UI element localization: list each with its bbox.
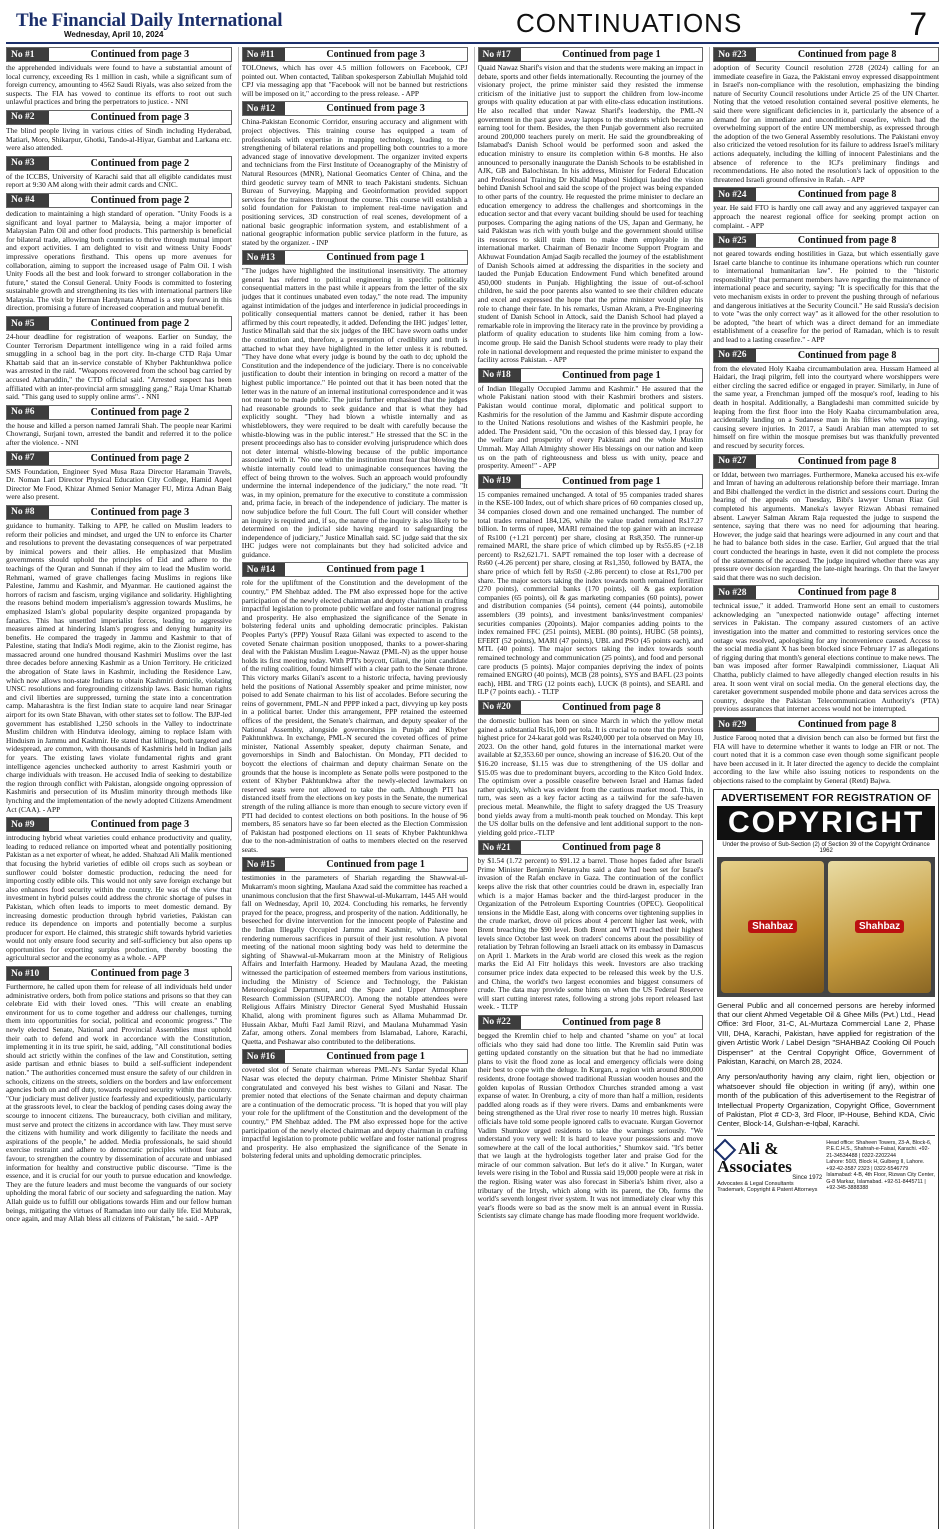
article-number: No #22 xyxy=(479,1016,521,1029)
page-number: 7 xyxy=(909,6,927,42)
firm-since: Since 1972 xyxy=(792,1174,823,1181)
article-header xyxy=(6,505,232,520)
copyright-advertisement xyxy=(713,789,939,1529)
article-header xyxy=(478,47,704,62)
article-body: China-Pakistan Economic Corridor, ensuring accuracy and alignment with project objectives. This training course has equipped a team of professionals with expertise in mapping technology, leading to the strengthening of bilateral relations and propelling both countries to a more advanced stage of innovative development. The organizer invited experts and technicians from the First Institute of Oceanography of the Ministry of Natural Resources (MNR), National Geomatics Center of China, and the third geodetic survey team of MNR to teach Pakistani students. Sichuan Bureau of Surveying, Mapping and Geoinformation provided support services for the trainees throughout the course. This course will establish a solid foundation for Pakistan to implement real-time navigation and positioning services, 3D construction of real scenes, development of a national basic geographic information system, and establishment of a national geographic information public service platform in the future, as stated by the organizer. - INP xyxy=(241,118,468,247)
article-body: of Indian Illegally Occupied Jammu and Kashmir." He assured that the whole Pakistani nation stood with their Kashmiri brothers and sisters. Pakistan would continue moral, diplomatic and political support to Kashmiris for the resolution of the Jammu and Kashmir dispute according to the United Nations resolutions and wishes of the Kashmiri people, he added. The President said, "On the occasion of this blessed day, I pray for the welfare and prosperity of every Pakistani and the whole Muslim Ummah. May Allah Almighty shower His blessings on our nation and keep us on the path of righteousness and bless us with unity, peace and prosperity. Ameen!" - APP xyxy=(477,384,704,471)
article-header xyxy=(242,1049,468,1064)
article-body: the apprehended individuals were found to have a substantial amount of local currency, exceeding Rs 1 million in cash, while a significant sum of foreign currency, amounting to 4562 Saudi Riyals, was also seized from the suspects. The FIA has vowed to continue its efforts to root out such unlawful practices and bring the perpetrators to justice. - NNI xyxy=(6,64,232,107)
article-body: 24-hour deadline for registration of weapons. Earlier on Sunday, the Counter Terrorism Department intelligence wing in a raid foiled arms smuggling in a school bag in the port city. In-charge CTD Raja Umar Khattab said that an in-service constable of Khyber Pakhtunkhwa police was arrested in the raid. "Weapons recovered from the school bag carried by accused Azharuddin," the CTD official said. "Arrested suspect has been affiliated with an inter-provincial arm smuggling gang," Raja Umar Khattab said. "This gang used to supply online arms". - NNI xyxy=(6,333,232,402)
paper-name: The Financial Daily International xyxy=(16,10,283,31)
article-10 xyxy=(6,966,232,1224)
continued-label: Continued from page 3 xyxy=(90,111,190,123)
continued-label: Continued from page 8 xyxy=(797,587,897,599)
continued-label: Continued from page 8 xyxy=(797,349,897,361)
column-4 xyxy=(709,47,939,1529)
article-body: the domestic bullion has been on since March in which the yellow metal gained a substantial Rs16,100 per tola. It is crucial to note that the previous highest price for 24-karat gold was Rs240,000 per tola observed on May 10, 2023. On the other hand, gold futures in the international market were available at $2,353.60 per ounce, showing an increase of $16.20. Out of the $16.20 increase, $1.15 was due to strengthening of the US dollar and $15.05 was due to predominant buyers, according to the Kitco Gold Index. The optimism over a possible ceasefire between Israel and Hamas faded rather quickly, which was evident from the cautious market mood. This, in turn, was seen as a key factor acting as a tailwind for the safe-haven precious metal. Meanwhile, the flight to safety dragged the US Treasury bond yields away from a multi-month peak touched on Monday. This kept the US dollar bulls on the defensive and lent additional support to the non-yielding gold price.-TLTP xyxy=(477,716,704,837)
article-12 xyxy=(242,101,468,247)
continued-label: Continued from page 2 xyxy=(90,194,190,206)
article-header xyxy=(6,966,232,981)
article-header xyxy=(478,1015,704,1030)
continued-label: Continued from page 2 xyxy=(90,406,190,418)
continued-label: Continued from page 8 xyxy=(562,1016,661,1028)
pouch-brand: Shahbaz xyxy=(855,920,904,933)
pouch-label-image xyxy=(828,861,931,993)
continued-label: Continued from page 8 xyxy=(797,49,897,60)
article-body: Furthermore, he called upon them for release of all individuals held under administrative orders, both from police stations and prisons so that they can celebrate Eid with their loved ones. "This will create an enabling environment for us to come together and address our challenges, turning them into opportunities for social, political and economic progress." The newly elected Senate, National and Provincial Assemblies must uphold their oath to defend and work in accordance with the Constitution, implementing it in its true spirit, he said, adding, "All constitutional bodies should act strictly within the confines of the law and Constitution, setting aside partisan and ethnic biases to build a self-sufficient independent nation." The authorities concerned must ensure the safety of our children in schools, citizens on the streets, soldiers on the borders and law enforcement agencies both on and off duty, towards required security within the country. "Our judiciary must deliver justice fearlessly and expeditiously, particularly at the grassroots level, to clear the backlog of pending cases doing away the scourge to innocent citizens. The bureaucracy, both civilian and military, must serve and protect the citizens in accordance with law. They must serve the citizens with humility and work diligently to facilitate the needs and aspirations of the people," he added. Media professionals, he said should exercise restraint and adhere to democratic principles without fear and favour, to strengthen the country by dissemination of accurate and unbiased information for healthy and constructive public discourse. "Time is the essence, and it is crucial for our youth to pursue education and knowledge. They are the future leaders and must become the vanguards of our society upholding the moral fabric of our society and safeguarding the nation. May Allah guide us to fulfill our obligations towards Him and our fellow human beings, mitigating the virtues of Ramadan into our daily life. Eid Mubarak, once again, and may Allah bless all citizens of Pakistan," he said. - APP xyxy=(6,983,232,1224)
article-number: No #12 xyxy=(243,102,285,115)
article-20 xyxy=(478,700,704,837)
article-header xyxy=(242,47,468,62)
article-header xyxy=(713,233,939,248)
continued-label: Continued from page 3 xyxy=(90,968,190,980)
article-number: No #8 xyxy=(7,506,49,519)
article-body: begged the Kremlin chief to help and chanted "shame on you" at local officials who they said had done too little. The Kremlin said Putin was getting updated constantly on the situation but that he had no immediate plans to visit the flood zone as local and emergency officials were doing their best to cope with the deluge. In Kurgan, a region with around 800,000 residents, drone footage showed traditional Russian wooden houses and the golden kupolas of Russian Orthodox Churches stranded among a vast expanse of water. In Orenburg, a city of more than half a million, residents paddled along roads as if they were rivers. Dams and embankments were being strengthened as the Ural river rose to nearly 10 metres high. Russian officials have told some people ignored calls to evacuate. Kurgan Governor Vadim Shumkov urged residents to take the warnings seriously. "We understand you very well: It is hard to leave your possessions and move somewhere at the call of the local authorities," Shumkov said. "It's better that we laugh at the hydrologists together later and praise God for the miracle of our common salvation. But let's do it alive." In Kurgan, water levels were rising in the Tobol and Russia said 19,000 people were at risk in the region. Rising water was also forecast in Siberia's Ishim river, also a tributary of the Irtysh, which along with its parent, the Ob, forms the world's seventh longest river system. It was not immediately clear why this year's floods were so bad as the snow melt is an annual event in Russia. Scientists say climate change has made flooding more frequent worldwide. xyxy=(477,1031,704,1221)
article-header xyxy=(713,585,939,600)
firm-offices xyxy=(826,1140,935,1194)
article-number: No #15 xyxy=(243,858,285,871)
article-number: No #7 xyxy=(7,452,49,465)
article-2 xyxy=(6,110,232,153)
article-header xyxy=(242,250,468,265)
article-body: adoption of Security Council resolution 2728 (2024) calling for an immediate ceasefire in Gaza, the Pakistani envoy expressed disappointment in Israel's non-compliance with the resolution, emphasizing the binding nature of Security Council resolutions under Article 25 of the UN Charter. Noting that the vetoed resolution contained several positive elements, he said there were significant deficiencies in it, particularly the absence of a demand for an immediate and unconditional ceasefire, which had the overwhelming support of the entire UN membership, as expressed through the adoption of the two General Assembly resolutions. The Pakistani envoy also criticized the vetoed resolution for its failure to address Israel's military actions adequately, including the killing of innocent Palestinians and the absence of reference to the ICJ's preliminary findings and recommendations. He also noted the resolution's lack of opposition to the threatened Israeli ground offensive in Rafah. - APP xyxy=(713,64,939,184)
continued-label: Continued from page 8 xyxy=(797,235,897,247)
article-number: No #10 xyxy=(7,967,49,980)
continued-label: Continued from page 3 xyxy=(326,49,425,60)
continued-label: Continued from page 8 xyxy=(562,842,661,854)
article-body: Justice Farooq noted that a division bench can also be formed but first the FIA will have to determine whether it wants to lodge an FIR or not. The court noted that it is a common case even though some significant people have been accused in it. It later directed the agency to decide the complaint according to the law while also issuing notices to respondents on the objections raised to the complaint by General (Retd) Bajwa. xyxy=(713,734,939,785)
article-header xyxy=(6,405,232,420)
article-body: of the ICCBS, University of Karachi said that all eligible candidates must report at 9:30 AM along with their admit cards and CNIC. xyxy=(6,172,232,190)
article-19 xyxy=(478,474,704,697)
article-body: The blind people living in various cities of Sindh including Hyderabad, Matiari, Moro, Shikarpur, Ghotki, Tando-al-Hiyar, Gambat and Larkana etc. were also attended. xyxy=(6,126,232,153)
office-karachi: Head office: Shaheen Towers, 23-A, Block-6, P.E.C.H.S., Shahrah-e-Faisal, Karachi. +92-21-34534488 | 0322-2202244 xyxy=(826,1139,932,1159)
continued-label: Continued from page 8 xyxy=(797,719,897,730)
article-5 xyxy=(6,316,232,402)
article-number: No #4 xyxy=(7,194,49,207)
article-number: No #18 xyxy=(479,369,521,382)
ad-subtitle: Under the proviso of Sub-Section (2) of Section 39 of the Copyright Ordinance 1962 xyxy=(722,841,930,854)
article-body: by $1.54 (1.72 percent) to $91.12 a barrel. Those hopes faded after Israeli Prime Minister Benjamin Netanyahu said a date had been set for Israel's invasion of the Rafah enclave in Gaza. The continuation of the conflict keeps alive the risk that other countries could be drawn in, especially Iran which is a major Hamas backer and the third-largest producer in the Organization of the Petroleum Exporting Countries (OPEC). Geopolitical tensions in the Middle East, along with concerns over tightening supplies in the crude market, drove oil prices about 4 percent higher last week, with Brent breaching the $90 level. Both Brent and WTI reached their highest levels since October last week on traders' concerns about the possibility of retaliation by Tehran following an Israeli attack on its embassy in Damascus on April 1. Markets in the Arab world are closed this week as the region marks the Eid Al Fitr holidays this week. Investors are also tracking consumer price index data expected to be released this week by the U.S. and China, the world's two largest economies and biggest consumers of crude. The data may provide some hints on when the US Federal Reserve will start cutting interest rates, following a strong jobs report released last week. - TLTP xyxy=(477,857,704,1012)
firm-tagline: Advocates & Legal Consultants Trademark, Copyright & Patent Attorneys xyxy=(717,1180,818,1194)
article-number: No #3 xyxy=(7,157,49,170)
article-header xyxy=(713,454,939,469)
article-header xyxy=(478,700,704,715)
article-26 xyxy=(713,348,939,451)
article-25 xyxy=(713,233,939,345)
article-13 xyxy=(242,250,468,559)
article-1 xyxy=(6,47,232,107)
columns xyxy=(6,47,939,1529)
article-number: No #17 xyxy=(479,48,521,61)
article-number: No #27 xyxy=(714,455,756,468)
continued-label: Continued from page 1 xyxy=(562,369,661,381)
article-header xyxy=(713,187,939,202)
continued-label: Continued from page 8 xyxy=(797,455,897,467)
article-22 xyxy=(478,1015,704,1221)
continued-label: Continued from page 2 xyxy=(90,157,190,169)
article-number: No #28 xyxy=(714,586,756,599)
continued-label: Continued from page 1 xyxy=(326,859,425,871)
article-body: dedication to maintaining a high standard of operation. "Unity Foods is a significant and loyal partner to Malaysia, being a major importer of Malaysian Palm Oil and other food products. This partnership is beneficial for bilateral trade, allowing both countries to thrive through mutual import and export activities. I am delighted to visit and witness Unity Foods' impressive operations firsthand. This opens up more avenues for collaboration, aiming to support the increased usage of Palm Oil. I wish Unity Foods all the best and look forward to stronger collaboration in the future," stated the Consul General. Unity Foods is committed to fostering sustainable growth and strengthening its ties with international partners like Malaysia. The visit by Herman Hardynata Ahmad is a step forward in this direction, promising a future of increased cooperation and mutual benefit. xyxy=(6,209,232,313)
article-9 xyxy=(6,817,232,963)
article-23 xyxy=(713,47,939,184)
article-28 xyxy=(713,585,939,714)
article-body: TOLOnews, which has over 4.5 million followers on Facebook, CPJ pointed out. When contacted, Taliban spokesperson Zabiullah Mujahid told CPJ via messaging app that "Facebook will not be banned but restrictions will be imposed on it," according to the press release. - APP xyxy=(241,64,468,98)
section-title: CONTINUATIONS xyxy=(516,8,743,38)
ad-heading: ADVERTISEMENT FOR REGISTRATION OF xyxy=(720,792,932,804)
article-body: 15 companies remained unchanged. A total of 95 companies traded shares in the KSE-100 Index, out of which share prices of 60 companies closed up, 34 companies closed down and one remained unchanged. The number of total trades remained 184,126, while the value traded remained Rs17.27 billion. In terms of rupee, MARI remained the top gainer with an increase of Rs100 (+1.21 percent) per share, closing at Rs8,350. The runner-up remained MARI, the share price of which climbed up by Rs55.85 (+2.18 percent) to Rs2,621.71. SAPT remained the top loser with a decrease of Rs60 (-4.26 percent) per share, closing at Rs1,350, followed by BATA, the share price of which fell by Rs50 (-2.86 percent) to close at Rs1,700 per share. The major sectors taking the index towards north remained fertilizer (270 points), commercial banks (170 points), oil & gas exploration companies (65 points), oil & gas marketing companies (60 points), power and distribution companies (54 points), cement (44 points), automobile assemblers (39 points), and investment banks/investment companies/ securities companies (20points). Major companies adding points to the index remained FFC (251 points), MEBL (80 points), HUBC (58 points), EFERT (52 points), MARI (47 points), UBL and PSO (45 points each), and MTL (40 points). The major sectors taking the index towards south remained technology and communication (25 points), and food and personal care products (5 points). Major companies depriving the index of points remained ENGRO (40 points), MCB (28 points), SYS and BAFL (23 points each), HBL and TRG (12 points each), LUCK (8 points), and SEARL and ILP (7 points each). - TLTP xyxy=(477,490,704,697)
firm-name-line-2: Associates xyxy=(717,1156,792,1176)
article-body: role for the upliftment of the Constitution and the development of the country," PM Shehbaz added. The PM also expressed hope for the active participation of the newly elected chairman and deputy chairman in crafting impactful legislation to promote public welfare and foster national progress and prosperity. He also emphasized the significance of the Senate in bolstering federal units and upholding democratic principles. Pakistan Peoples Party's (PPP) Yousuf Raza Gilani was expected to ascend to the coveted Senate chairman position unopposed, thanks to a power-sharing deal with the Pakistan Muslim League-Nawaz (PML-N) as the upper house holds its first meeting today. With PTI's boycott, Gilani, the joint candidate of the ruling coalition, found himself with a clear path to the Senate throne. This victory marks Gilani's ascent to a historic trifecta, having previously held the positions of National Assembly speaker and prime minister, now poised to add Senate chairman to his list of accolades. Before securing the reins of government, PML-N and PPPP inked a pact, divvying up key posts in a political barter. Under this arrangement, PPP retained the esteemed offices of the president, the Senate's chairman, and deputy speaker of the National Assembly, alongside governorships in Punjab and Khyber Pakhtunkhwa. In exchange, PML-N secured the coveted offices of prime minister, National Assembly speaker, deputy chairman Senate, and governorships in Sindh and Balochistan. On Monday, PTI decided to boycott the elections of chairman and deputy chairman Senate on the grounds that the house is incomplete as Senate polls were postponed to the extent of Khyber Pakhtunkhwa after the newly-elected lawmakers on reserved seats were not allowed to take the oath. Although PTI has distanced itself from the elections on key posts in the Senate, the numerical strength of the ruling alliance is more than enough to secure victory even if PTI had decided to contest elections on both positions. In the house of 96 members, 85 senators have so far been elected as the Election Commission of Pakistan had postponed elections on 11 seats of Khyber Pakhtunkhwa due to the non-administration of oaths to members elected on the reserved seats. xyxy=(241,579,468,854)
article-header xyxy=(242,101,468,116)
office-lahore: Lahore: 50/3, Block H, Gulberg II, Lahore. +92-42-3587 2323 | 0322-5546779 xyxy=(826,1159,925,1172)
firm-name xyxy=(717,1140,822,1158)
article-29 xyxy=(713,717,939,786)
article-body: "The judges have highlighted the institutional insensitivity. The attorney general has referred to political engineering in specific politically consequential matters in the past while it appears from the letter of the six judges that it continues unabated even today," the note read. The impunity against intimidation of the judges and interference in judicial proceedings in politically consequential matters cannot be denied, rather it has been affirmed by this court repeatedly, it added. Defending the IHC judges' letter, Justice Minallah said that the six judges of the IHC have sworn oaths under the constitution and, therefore, a presumption of credibility and truth is attached to what they have highlighted in the letter unless it is rebutted. "They have done what every judge is bound by the oath to do; uphold the Constitution and the independence of the judiciary. There is no conceivable justification to doubt their intention in bringing on record a matter of the highest public importance." He pointed out that it has been noted that the letter was in the nature of an internal institutional correspondence and it was not meant to be made public. The jurist further emphasised that the judges had reasonable grounds to seek guidance and that is what they had explicitly sought. "They had blown a whistle internally and as whistleblowers, they were required to be dealt with carefully because the whistle-blowing was in the public interest." He stressed that the SC in the present proceedings also has to consider evolving jurisprudence which does not deter internal whistle-blowing because of the public importance associated with it. "No one within the institution must fear that blowing the whistle internally could lead to unimaginable consequences having the effect of being thrown to the wolves. Such an approach would profoundly undermine the internal independence of the judiciary," the note read. "It was, in my opinion, premature for the executive to constitute a commission and, prima facie, in breach of the independence of judiciary. The matter is now subjudice before the full Court. The full Court will consider whether an inquiry is required and, if so, the nature of the inquiry is also likely to be determined on the judicial side having regard to safeguarding the independence of judiciary," Justice Minallah said. SC judge said that the six IHC judges were not complainants but they had solicited advice and guidance. xyxy=(241,267,468,559)
continued-label: Continued from page 2 xyxy=(90,452,190,464)
continued-label: Continued from page 3 xyxy=(90,49,190,60)
article-number: No #2 xyxy=(7,111,49,124)
article-11 xyxy=(242,47,468,98)
article-number: No #1 xyxy=(7,48,49,61)
article-15 xyxy=(242,857,468,1046)
article-body: or Iddat, between two marriages. Furthermore, Maneka accused his ex-wife and Imran of having an adulterous relationship before their marriage. Imran and Bibi challenged the verdict in the district and sessions court. During the hearing of the appeals on Tuesday, Bibi's lawyer Usman Riaz Gul completed his arguments. Maneka's lawyer Rizwan Abbasi remained absent. Lawyer Salman Akram Raja requested the judge to suspend the sentence, saying that there was no need for adjourning that hearing. However, the judge said that hearings were adjourned in any court and that he had to balance both sides in the case. Earlier, Gul argued that the trial court conducted the hearings in haste, even it did not complete the process of the statements of the accused. The judge inquired whether there was any pressure over decision regarding the late-night hearings. On that the lawyer said that there was no such decision. xyxy=(713,470,939,582)
article-number: No #26 xyxy=(714,349,756,362)
article-body: guidance to humanity. Talking to APP, he called on Muslim leaders to reform their policies and mindset, and urged the UN to enforce its Charter and resolutions to prevent the devastating consequences of war perpetrated by inimical powers and their allies. He emphasized that Muslim governments should uphold the principles of Eid and adhere to the teachings of the Quran and Sunnah if they aim to lead the Muslim world. Rehmani, warned of grave challenges facing Muslims in regions like Palestine, Jammu and Kashmir, and Myanmar. He cautioned against the horrors of racism and fascism, urging vigilance and solidarity. Highlighting the reasons behind modern imperialism's aggression towards Muslims, he emphasized Islam's global popularity despite organized propaganda by fanatics. This has unsettled imperialist forces, leading to aggressive measures aimed at hindering Islam's progress and denying humanity its benefits. He compared the tragedy in Jammu and Kashmir to that of Palestine, stating that India's Modi regime, akin to the Zionist regime, has massacred around one hundred thousand Kashmiri Muslims over the last three decades before annexing Kashmir as a Union Territory. He criticized the abrogation of State laws in Kashmir, including the Residence Law, which now allows non-state Indians to obtain Kashmiri domicile, violating UNSC resolutions and foregrounding citizenship laws. Basic human rights and civil liberties are suppressed, turning the state into a concentration camp. Maharashtra is the first Indian state to acquire land near Srinagar airport for its own State Bhavan, with other states set to follow. The BJP-led government has established 1,250 schools in the Valley to indoctrinate Muslim children with Hindutva ideology, aiming to replace Islam with Hinduism in Jammu and Kashmir. He stated that killings, both targeted and widespread, are common, with thousands of Kashmiris held in Indian jails for years. The existing laws violate fundamental rights and grant intelligence agencies unchecked authority to arrest Kashmiri youth or charge individuals with treason. He accused India of seeking to destabilize the region through conflict with Pakistan, alongside ongoing oppression of Kashmiris and persecution of its Muslim minority through methods like lynching and the implementation of the newly adopted Citizens Amendment Act (CAA). - APP xyxy=(6,521,232,814)
article-header xyxy=(713,717,939,732)
article-body: coveted slot of Senate chairman whereas PML-N's Sardar Syedal Khan Nasar was elected the deputy chairman. Prime Minister Shehbaz Sharif congratulated and conveyed his best wishes to Gilani and Nasar. The premier noted that elections of the Senate chairman and deputy chairman are a continuation of the democratic process. "It is hoped that you will play your role for the upliftment of the Constitution and the development of the country," PM Shehbaz added. The PM also expressed hope for the active participation of the newly elected chairman and deputy chairman in crafting impactful legislation to promote public welfare and foster national progress and prosperity. He also emphasized the significance of the Senate in bolstering federal units and upholding democratic principles. xyxy=(241,1066,468,1161)
article-header xyxy=(478,840,704,855)
article-body: the house and killed a person named Jamrali Shah. The people near Karimi Chowrangi, Surjani town, arrested the bandit and referred it to the police after the violence. - NNI xyxy=(6,421,232,447)
article-27 xyxy=(713,454,939,583)
article-number: No #25 xyxy=(714,234,756,247)
continued-label: Continued from page 3 xyxy=(90,819,190,831)
article-number: No #23 xyxy=(714,48,756,61)
continued-label: Continued from page 8 xyxy=(797,189,897,201)
article-header xyxy=(6,193,232,208)
article-body: year. He said FTO is hardly one call away and any aggrieved taxpayer can approach the nearest regional office for seeking prompt action on complaint. - APP xyxy=(713,204,939,230)
column-3 xyxy=(474,47,704,1529)
pouch-label-image xyxy=(721,861,824,993)
article-body: from the elevated Holy Kaaba circumambulation area. Hussam Hameed al Haidari, the Iraqi pilgrim, fell into the courtyard where worshippers were either circling the sacred edifice or engaged in prayer. Similarly, in June of the same year, a Frenchman jumped off the mosque's roof, leading to his death in hospital. Additionally, a Bangladeshi man committed suicide by leaping from the first floor into the Holy Kaaba circumambulation area, accidentally landing on a Sudanese man in his fifties who was praying, causing severe injuries. In 2017, a Saudi Arabian man attempted to set himself on fire within the mosque premises but was thankfully prevented and rescued by security forces. xyxy=(713,364,939,450)
article-header xyxy=(478,474,704,489)
article-4 xyxy=(6,193,232,313)
article-body: not geared towards ending hostilities in Gaza, but which essentially gave Israel carte blanche to continue its inhumane operations which run counter to international humanitarian law". He pointed to the "historic responsibility" that permanent members have regarding the maintenance of international peace and security, saying: "It is specifically for this that the veto mechanism exists in order to prevent the pushing through of nefarious and dangerous initiatives at the Security Council." He said Russia's decision to vote "was the only correct way" as it allowed for the other resolution to be adopted, "the heart of which was a direct demand for an immediate establishment of a ceasefire for the period of Ramadan, which is to result and lead to a lasting ceasefire." - APP xyxy=(713,250,939,345)
article-7 xyxy=(6,451,232,502)
continued-label: Continued from page 2 xyxy=(90,318,190,330)
article-number: No #20 xyxy=(479,701,521,714)
ad-title: COPYRIGHT xyxy=(717,806,935,840)
continued-label: Continued from page 1 xyxy=(326,564,425,576)
paper-date: Wednesday, April 10, 2024 xyxy=(64,30,164,39)
article-header xyxy=(713,47,939,62)
article-17 xyxy=(478,47,704,365)
article-24 xyxy=(713,187,939,230)
article-number: No #13 xyxy=(243,251,285,264)
article-number: No #24 xyxy=(714,188,756,201)
continued-label: Continued from page 1 xyxy=(562,475,661,487)
article-16 xyxy=(242,1049,468,1161)
article-number: No #6 xyxy=(7,406,49,419)
article-header xyxy=(6,110,232,125)
continued-label: Continued from page 1 xyxy=(326,252,425,264)
article-header xyxy=(6,47,232,62)
article-14 xyxy=(242,562,468,854)
ad-body-2: Any person/authority having any claim, right lien, objection or whatsoever should file objection in writing (if any), within one month of the publication of this advertisement to the Registrar of Intellectual Property Organization, Copyright Office, Government of Pakistan, Plot # CD-3, 3rd Floor, IP-House, Behind KDA, Civic Center, Block-14, Gulshan-e-Iqbal, Karachi. xyxy=(717,1072,935,1129)
continued-label: Continued from page 8 xyxy=(562,701,661,713)
article-body: testimonies in the parameters of Shariah regarding the Shawwal-ul-Mukarram's moon sighting, Maulana Azad said the committee has reached a unanimous conclusion that the first Shawwal-ul-Mukarram, 1445 AH would fall on Wednesday, April 10, 2024. Concluding his remarks, he fervently prayed for the peace, progress, and prosperity of the nation. Additionally, he beseeched for divine intervention for the innocent people of Palestine and the Indian Illegally Occupied Jammu and Kashmir, who have been rendering numerous sacrifices in pursuit of their just resolution. A pivotal meeting of the national moon sighting body was held to determine the sighting of Shawwal-ul-Mukarram moon at the Ministry of Religious Affairs and Interfaith Harmony. Headed by Maulana Azad, the meeting witnessed the participation of esteemed members from various institutions, including the Ministry of Science and Technology, the Pakistan Meteorological Department, and the Space and Upper Atmosphere Research Commission (SUPARCO). Among the notable attendees were Religious Affairs Ministry Director General Syed Mushahid Hussain Khalid, along with prominent figures such as Allama Muhammad Dr. Hussain Akbar, Mufti Fazl Jamil Rizvi, and Maulana Muhammad Yasin Zafar, among others. Zonal members from Islamabad, Lahore, Karachi, Quetta, and Peshawar also contributed to the deliberations. xyxy=(241,874,468,1046)
continued-label: Continued from page 1 xyxy=(562,49,661,60)
article-18 xyxy=(478,368,704,471)
article-number: No #29 xyxy=(714,718,756,731)
ad-body-1: General Public and all concerned persons are hereby informed that our client Ahmed Vegetable Oil & Ghee Mills (Pvt.) Ltd., Head Office: 3rd Floor, 31-C, AL-Murtaza Commercial Lane 2, Phase VIII, DHA, Karachi, Pakistan, have applied for registration of the given Artistic Work / Label Design "SHAHBAZ Cooking Oil Pouch Dispenser" at the Central Copyright Office, Government of Pakistan, Karachi, on March 28, 2024. xyxy=(717,1000,935,1066)
article-number: No #16 xyxy=(243,1050,285,1063)
firm-name-line-1: Ali & xyxy=(738,1138,779,1158)
continued-label: Continued from page 1 xyxy=(326,1051,425,1063)
article-body: technical issue," it added. Tramworld Hone sent an email to customers acknowledging an "unexpected nationwide outage" affecting internet services in Pakistan. The company assured customers of an active investigation into the matter and committed to restoring services once the outage was resolved, apologising for any inconvenience caused. Access to the social media giant X has been blocked since February 17 as allegations of rigging during that month's general elections continue to make news. The ban was imposed after former Rawalpindi commissioner, Liaquat Ali Chattha, publicly claimed to have allegedly changed election results in his area. It soon went viral on social media. On the general elections day, the caretaker government suspended mobile phone and data services across the country, despite the Pakistan Telecommunication Authority's (PTA) previous assurances that internet access would not be interrupted. xyxy=(713,602,939,714)
article-number: No #14 xyxy=(243,563,285,576)
article-6 xyxy=(6,405,232,448)
law-firm-block xyxy=(717,1135,935,1194)
article-8 xyxy=(6,505,232,814)
article-number: No #9 xyxy=(7,818,49,831)
article-header xyxy=(6,817,232,832)
article-number: No #19 xyxy=(479,475,521,488)
office-islamabad: Islamabad: 4-B, 4th Floor, Rizwan City Center, G-8 Markaz, Islamabad. +92-51-8445711 | +92-345-3888388 xyxy=(826,1172,935,1192)
article-3 xyxy=(6,156,232,190)
continued-label: Continued from page 3 xyxy=(90,506,190,518)
article-number: No #21 xyxy=(479,841,521,854)
article-body: Quaid Nawaz Sharif's vision and that the students were making an impact in debate, sports and other fields internationally. Recounting the journey of the visionary project, the prime minister said they resisted the immense criticism of the initiative just to support the children from low-income groups with quality education at par with elite-class education institutions. He also recalled that under Nawaz Sharif's leadership, the PML-N government in the past gave away laptops to the students which became an earning tool for them. Besides, the then Punjab government also recruited around 200,000 teachers purely on merit. He said the groundbreaking of Islamabad's Danish School would be performed soon and asked the education ministry to ensure its completion within 6-8 months. He also announced to personally inaugurate the Danish Schools to be established in AJK, GB and Balochistan. In his address, Minister for Federal Education and Professional Training Dr Khalid Maqbool Siddiqui lauded the vision behind Danish School and said the scope of the project was being expanded to other parts of the country. He requested the prime minister to declare an education emergency to address the challenges and shortcomings in the education sector and that every vacant building should be used for teaching purposes. Comparing the aging nations of the US, Japan and Germany, he said Pakistan was rich with youth bulge and the government should utilise its resources to skill train them to make them employable in the international market. Chairman of Benazir Income Support Program and Akhuwat Foundation Amjad Saqib recalled the journey of the establishment of Danish Schools aimed at addressing the disparities in the society and lauded the Punjab Education Endowment Fund which benefited around 450,000 students in Punjab. Highlighting the issue of out-of-school children, he said the poor parents also wanted to see their children educate and excel and expressed the hope that the prime minister would play his role to change their fate. In his remarks, Usman Akram, a Pre-Engineering student of Danish School in Attock, said the Danish School had played a remarkable role in improving the literacy rate in the province by providing a platform of quality education to students like him coming from a low-income group. He said the Danish School students were ready to play their role in national development and requested the prime minister to expand the facility across Pakistan. - APP xyxy=(477,64,704,365)
column-1 xyxy=(6,47,232,1529)
article-21 xyxy=(478,840,704,1012)
article-header xyxy=(478,368,704,383)
continued-label: Continued from page 3 xyxy=(326,103,425,115)
article-header xyxy=(713,348,939,363)
pouch-brand: Shahbaz xyxy=(748,920,797,933)
article-header xyxy=(242,562,468,577)
article-header xyxy=(6,451,232,466)
label-design-images xyxy=(717,857,935,997)
article-header xyxy=(6,156,232,171)
article-body: SMS Foundation, Engineer Syed Musa Raza Director Haramain Travels, Dr. Noman Lari Director Physical Education City College, Hamid Aqeel Director Me Food, Khizar Ahmed Senior Manager FU, Mirza Adnan Baig were also present. xyxy=(6,467,232,502)
masthead xyxy=(6,6,939,44)
article-header xyxy=(242,857,468,872)
firm-brand xyxy=(717,1140,822,1194)
article-number: No #11 xyxy=(243,48,285,61)
article-number: No #5 xyxy=(7,317,49,330)
article-header xyxy=(6,316,232,331)
column-2 xyxy=(238,47,468,1529)
article-body: introducing hybrid wheat varieties could enhance productivity and quality, leading to reduced reliance on imported wheat and potentially positioning Pakistan as a net exporter of wheat, he added. Shahzad Ali Malik mentioned that focusing the hybrid varieties of edible oil crops such as soybean or sunflower could bolster domestic production, reducing the need for importing costly edible oils. This would not only save foreign exchange but also enhances food security within the country. He was of the view that investment in hybrid pulses could address the chronic shortage of pulses in Pakistan, which often leads to imports to meet domestic demand. By increasing domestic production through hybrid varieties, Pakistan can reduce its dependence on imports and potentially become a surplus producer for export. He claimed, this strategic shift towards hybrid varieties would not only ensure food security and self-sufficiency but also opens up opportunities for exporting surplus production, thereby boosting the agricultural sector and the economy as a whole. - APP xyxy=(6,834,232,963)
